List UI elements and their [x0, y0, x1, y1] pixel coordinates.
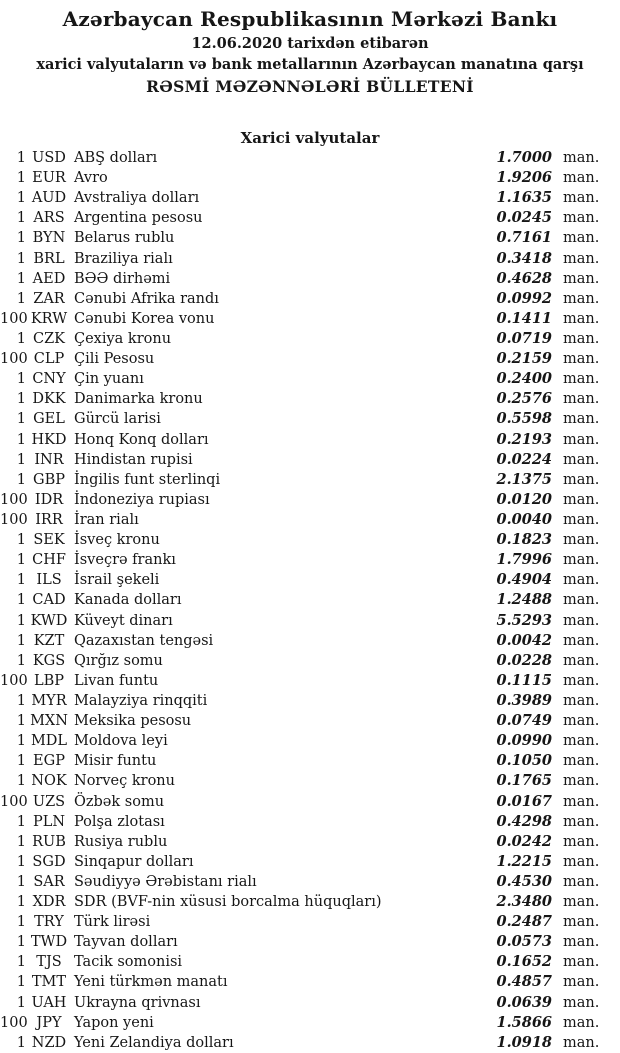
- quantity-cell: 100: [0, 310, 28, 327]
- currency-name-cell: Braziliya rialı: [74, 250, 173, 267]
- unit-cell: man.: [563, 773, 600, 790]
- currency-name-cell: Misir funtu: [74, 753, 157, 770]
- currency-code-cell: EGP: [33, 753, 65, 770]
- unit-cell: man.: [563, 190, 600, 207]
- table-row: [0, 872, 620, 892]
- currency-code-cell: ZAR: [33, 290, 65, 307]
- rate-value-cell: 0.2576: [496, 390, 552, 408]
- currency-code-cell: MYR: [31, 692, 67, 709]
- quantity-cell: 1: [16, 391, 26, 408]
- quantity-cell: 1: [16, 753, 26, 770]
- unit-cell: man.: [563, 250, 600, 267]
- quantity-cell: 1: [16, 170, 26, 187]
- currency-name-cell: İran rialı: [74, 511, 139, 528]
- quantity-cell: 1: [16, 1034, 26, 1051]
- quantity-cell: 1: [16, 632, 26, 649]
- currency-code-cell: DKK: [32, 391, 66, 408]
- currency-code-cell: HKD: [31, 431, 67, 448]
- table-row: [0, 389, 620, 409]
- table-row: [0, 651, 620, 671]
- table-row: [0, 972, 620, 992]
- currency-code-cell: TRY: [34, 914, 64, 931]
- table-row: [0, 952, 620, 972]
- table-row: [0, 892, 620, 912]
- rate-value-cell: 5.5293: [496, 611, 552, 629]
- rate-value-cell: 0.0040: [496, 510, 552, 528]
- currency-name-cell: Danimarka kronu: [74, 391, 203, 408]
- table-row: [0, 1033, 620, 1053]
- table-row: [0, 932, 620, 952]
- currency-code-cell: CAD: [32, 592, 66, 609]
- table-row: [0, 570, 620, 590]
- table-row: [0, 349, 620, 369]
- quantity-cell: 100: [0, 511, 28, 528]
- currency-code-cell: KZT: [33, 632, 65, 649]
- quantity-cell: 100: [0, 1014, 28, 1031]
- quantity-cell: 1: [16, 532, 26, 549]
- currency-code-cell: MDL: [30, 733, 68, 750]
- table-row: [0, 711, 620, 731]
- table-row: [0, 611, 620, 631]
- quantity-cell: 1: [16, 873, 26, 890]
- quantity-cell: 1: [16, 230, 26, 247]
- rate-value-cell: 0.7161: [496, 229, 552, 247]
- currency-name-cell: ABŞ dolları: [74, 150, 158, 166]
- currency-name-cell: Gürcü larisi: [74, 411, 161, 428]
- rate-value-cell: 0.4530: [496, 872, 552, 890]
- table-row: [0, 832, 620, 852]
- rate-value-cell: 0.1050: [496, 752, 552, 770]
- quantity-cell: 1: [16, 411, 26, 428]
- rate-value-cell: 2.3480: [496, 893, 552, 911]
- currency-name-cell: Yapon yeni: [74, 1014, 154, 1031]
- currency-code-cell: KRW: [30, 310, 68, 327]
- table-row: [0, 148, 620, 168]
- table-row: [0, 993, 620, 1013]
- currency-name-cell: Cənubi Korea vonu: [74, 310, 215, 327]
- table-row: [0, 409, 620, 429]
- currency-code-cell: ARS: [33, 210, 65, 227]
- unit-cell: man.: [563, 391, 600, 408]
- quantity-cell: 1: [16, 894, 26, 911]
- currency-name-cell: Tacik somonisi: [74, 954, 183, 971]
- rate-value-cell: 0.0242: [496, 832, 552, 850]
- currency-name-cell: Çin yuanı: [74, 371, 144, 388]
- currency-name-cell: Malayziya rinqqiti: [74, 692, 208, 709]
- rate-value-cell: 0.1411: [496, 309, 552, 327]
- rate-value-cell: 0.5598: [496, 410, 552, 428]
- unit-cell: man.: [563, 532, 600, 549]
- rate-value-cell: 0.0224: [496, 450, 552, 468]
- quantity-cell: 1: [16, 371, 26, 388]
- unit-cell: man.: [563, 833, 600, 850]
- unit-cell: man.: [563, 632, 600, 649]
- exchange-rates-table: [0, 148, 620, 1053]
- unit-cell: man.: [563, 873, 600, 890]
- rate-value-cell: 0.1765: [496, 772, 552, 790]
- quantity-cell: 1: [16, 692, 26, 709]
- currency-code-cell: AED: [32, 270, 66, 287]
- table-row: [0, 912, 620, 932]
- currency-code-cell: CHF: [32, 552, 66, 569]
- currency-name-cell: Sinqapur dolları: [74, 853, 194, 870]
- currency-code-cell: CNY: [32, 371, 66, 388]
- quantity-cell: 1: [16, 270, 26, 287]
- currency-code-cell: BRL: [33, 250, 65, 267]
- currency-code-cell: UAH: [31, 994, 67, 1011]
- currency-code-cell: LBP: [33, 672, 65, 689]
- rate-value-cell: 0.0990: [496, 732, 552, 750]
- table-row: [0, 208, 620, 228]
- table-row: [0, 530, 620, 550]
- currency-code-cell: EUR: [32, 170, 66, 187]
- bank-title: Azərbaycan Respublikasının Mərkəzi Bankı: [62, 7, 558, 31]
- table-row: [0, 510, 620, 530]
- currency-code-cell: PLN: [32, 813, 66, 830]
- quantity-cell: 1: [16, 652, 26, 669]
- table-row: [0, 751, 620, 771]
- unit-cell: man.: [563, 552, 600, 569]
- rate-value-cell: 1.5866: [496, 1013, 552, 1031]
- unit-cell: man.: [563, 612, 600, 629]
- currency-code-cell: CZK: [32, 330, 65, 347]
- unit-cell: man.: [563, 672, 600, 689]
- table-row: [0, 590, 620, 610]
- rate-value-cell: 1.9206: [496, 169, 552, 187]
- quantity-cell: 1: [16, 592, 26, 609]
- currency-name-cell: Cənubi Afrika randı: [74, 290, 219, 307]
- rate-value-cell: 0.3418: [496, 249, 552, 267]
- table-row: [0, 470, 620, 490]
- currency-name-cell: Səudiyyə Ərəbistanı rialı: [74, 873, 257, 890]
- rate-value-cell: 0.0573: [496, 933, 552, 951]
- rate-value-cell: 1.1635: [496, 189, 552, 207]
- unit-cell: man.: [563, 290, 600, 307]
- quantity-cell: 1: [16, 431, 26, 448]
- rate-value-cell: 0.0749: [496, 712, 552, 730]
- quantity-cell: 100: [0, 672, 28, 689]
- currency-name-cell: Moldova leyi: [74, 733, 168, 750]
- rate-value-cell: 0.0120: [496, 490, 552, 508]
- unit-cell: man.: [563, 793, 600, 810]
- quantity-cell: 100: [0, 351, 28, 368]
- unit-cell: man.: [563, 310, 600, 327]
- currency-name-cell: Çexiya kronu: [74, 330, 172, 347]
- bulletin-title: RƏSMİ MƏZƏNNƏLƏRİ BÜLLETENİ: [146, 77, 474, 96]
- unit-cell: man.: [563, 692, 600, 709]
- rate-value-cell: 0.0167: [496, 792, 552, 810]
- unit-cell: man.: [563, 894, 600, 911]
- currency-code-cell: BYN: [32, 230, 66, 247]
- rate-value-cell: 1.7000: [496, 149, 552, 166]
- unit-cell: man.: [563, 431, 600, 448]
- unit-cell: man.: [563, 270, 600, 287]
- unit-cell: man.: [563, 371, 600, 388]
- currency-code-cell: CLP: [33, 351, 65, 368]
- currency-name-cell: Meksika pesosu: [74, 713, 192, 730]
- table-row: [0, 430, 620, 450]
- currency-code-cell: RUB: [32, 833, 66, 850]
- currency-code-cell: IDR: [34, 491, 64, 508]
- unit-cell: man.: [563, 974, 600, 991]
- rate-value-cell: 0.4857: [496, 973, 552, 991]
- unit-cell: man.: [563, 330, 600, 347]
- rate-value-cell: 0.2400: [496, 370, 552, 388]
- table-row: [0, 490, 620, 510]
- unit-cell: man.: [563, 753, 600, 770]
- table-row: [0, 792, 620, 812]
- currency-code-cell: SEK: [33, 532, 65, 549]
- currency-name-cell: Yeni Zelandiya dolları: [74, 1034, 234, 1051]
- rate-value-cell: 0.0042: [496, 631, 552, 649]
- unit-cell: man.: [563, 351, 600, 368]
- table-row: [0, 289, 620, 309]
- rate-value-cell: 0.4904: [496, 571, 552, 589]
- currency-name-cell: İsrail şekeli: [74, 572, 160, 589]
- quantity-cell: 1: [16, 833, 26, 850]
- currency-code-cell: KGS: [32, 652, 66, 669]
- rate-value-cell: 0.3989: [496, 691, 552, 709]
- currency-name-cell: Belarus rublu: [74, 230, 175, 247]
- currency-name-cell: Qazaxıstan tengəsi: [74, 632, 214, 649]
- quantity-cell: 1: [16, 210, 26, 227]
- rate-value-cell: 0.4298: [496, 812, 552, 830]
- currency-name-cell: Türk lirəsi: [74, 914, 151, 931]
- quantity-cell: 1: [16, 190, 26, 207]
- table-row: [0, 631, 620, 651]
- quantity-cell: 1: [16, 552, 26, 569]
- table-row: [0, 269, 620, 289]
- table-row: [0, 188, 620, 208]
- currency-name-cell: İsveç kronu: [74, 532, 160, 549]
- unit-cell: man.: [563, 411, 600, 428]
- table-row: [0, 168, 620, 188]
- currency-code-cell: NOK: [31, 773, 67, 790]
- rate-value-cell: 0.0719: [496, 329, 552, 347]
- quantity-cell: 1: [16, 572, 26, 589]
- currency-name-cell: Çili Pesosu: [74, 351, 155, 368]
- table-row: [0, 309, 620, 329]
- quantity-cell: 1: [16, 773, 26, 790]
- currency-name-cell: Avstraliya dolları: [74, 190, 200, 207]
- table-row: [0, 550, 620, 570]
- rate-value-cell: 0.0639: [496, 993, 552, 1011]
- effective-date-line: 12.06.2020 tarixdən etibarən: [191, 35, 429, 52]
- currency-name-cell: Tayvan dolları: [74, 934, 178, 951]
- section-title-foreign-currencies: Xarici valyutalar: [240, 129, 380, 147]
- quantity-cell: 1: [16, 813, 26, 830]
- currency-name-cell: İndoneziya rupiası: [74, 491, 210, 508]
- quantity-cell: 1: [16, 150, 26, 166]
- table-row: [0, 731, 620, 751]
- rate-value-cell: 0.1823: [496, 531, 552, 549]
- rate-value-cell: 0.1652: [496, 953, 552, 971]
- unit-cell: man.: [563, 230, 600, 247]
- quantity-cell: 100: [0, 491, 28, 508]
- unit-cell: man.: [563, 451, 600, 468]
- quantity-cell: 1: [16, 451, 26, 468]
- quantity-cell: 1: [16, 612, 26, 629]
- quantity-cell: 1: [16, 330, 26, 347]
- table-row: [0, 812, 620, 832]
- currency-name-cell: Rusiya rublu: [74, 833, 168, 850]
- currency-name-cell: Polşa zlotası: [74, 813, 165, 830]
- table-row: [0, 369, 620, 389]
- currency-name-cell: Livan funtu: [74, 672, 159, 689]
- rate-value-cell: 0.0228: [496, 651, 552, 669]
- currency-code-cell: TMT: [31, 974, 67, 991]
- currency-code-cell: TJS: [36, 954, 62, 971]
- unit-cell: man.: [563, 170, 600, 187]
- unit-cell: man.: [563, 1014, 600, 1031]
- currency-code-cell: JPY: [36, 1014, 62, 1031]
- unit-cell: man.: [563, 150, 600, 166]
- rate-value-cell: 0.0992: [496, 289, 552, 307]
- unit-cell: man.: [563, 471, 600, 488]
- quantity-cell: 1: [16, 853, 26, 870]
- currency-code-cell: ILS: [36, 572, 62, 589]
- rate-value-cell: 1.2215: [496, 852, 552, 870]
- currency-name-cell: Özbək somu: [74, 793, 165, 810]
- unit-cell: man.: [563, 813, 600, 830]
- currency-name-cell: Kanada dolları: [74, 592, 182, 609]
- bulletin-subtitle: xarici valyutaların və bank metallarının Azərbaycan manatına qarşı: [36, 56, 584, 73]
- rate-value-cell: 0.2193: [496, 430, 552, 448]
- unit-cell: man.: [563, 511, 600, 528]
- currency-code-cell: USD: [32, 150, 66, 166]
- currency-name-cell: Avro: [74, 170, 108, 187]
- unit-cell: man.: [563, 914, 600, 931]
- currency-name-cell: Argentina pesosu: [74, 210, 203, 227]
- currency-code-cell: GEL: [33, 411, 65, 428]
- unit-cell: man.: [563, 994, 600, 1011]
- unit-cell: man.: [563, 210, 600, 227]
- quantity-cell: 100: [0, 793, 28, 810]
- rate-value-cell: 1.0918: [496, 1033, 552, 1051]
- currency-name-cell: İsveçrə frankı: [74, 552, 176, 569]
- rate-value-cell: 0.2159: [496, 350, 552, 368]
- quantity-cell: 1: [16, 471, 26, 488]
- quantity-cell: 1: [16, 934, 26, 951]
- currency-code-cell: AUD: [31, 190, 67, 207]
- unit-cell: man.: [563, 733, 600, 750]
- table-row: [0, 852, 620, 872]
- unit-cell: man.: [563, 853, 600, 870]
- currency-name-cell: Honq Konq dolları: [74, 431, 209, 448]
- rate-value-cell: 0.4628: [496, 269, 552, 287]
- quantity-cell: 1: [16, 994, 26, 1011]
- table-row: [0, 450, 620, 470]
- table-row: [0, 1013, 620, 1033]
- table-row: [0, 691, 620, 711]
- currency-code-cell: KWD: [30, 612, 68, 629]
- currency-code-cell: MXN: [30, 713, 68, 730]
- unit-cell: man.: [563, 954, 600, 971]
- currency-code-cell: UZS: [32, 793, 66, 810]
- table-row: [0, 228, 620, 248]
- currency-name-cell: BƏƏ dirhəmi: [74, 270, 171, 287]
- currency-code-cell: SGD: [32, 853, 66, 870]
- currency-code-cell: IRR: [35, 511, 63, 528]
- table-row: [0, 329, 620, 349]
- currency-name-cell: Norveç kronu: [74, 773, 175, 790]
- currency-name-cell: İngilis funt sterlinqi: [74, 471, 221, 488]
- quantity-cell: 1: [16, 733, 26, 750]
- rate-value-cell: 1.2488: [496, 591, 552, 609]
- unit-cell: man.: [563, 934, 600, 951]
- rate-value-cell: 0.1115: [496, 671, 552, 689]
- currency-code-cell: INR: [34, 451, 64, 468]
- unit-cell: man.: [563, 572, 600, 589]
- rate-value-cell: 2.1375: [496, 470, 552, 488]
- rate-value-cell: 0.2487: [496, 913, 552, 931]
- currency-name-cell: Hindistan rupisi: [74, 451, 193, 468]
- unit-cell: man.: [563, 592, 600, 609]
- unit-cell: man.: [563, 1034, 600, 1051]
- unit-cell: man.: [563, 713, 600, 730]
- currency-name-cell: Yeni türkmən manatı: [74, 974, 228, 991]
- currency-code-cell: NZD: [31, 1034, 67, 1051]
- currency-name-cell: Ukrayna qrivnası: [74, 994, 201, 1011]
- rate-value-cell: 1.7996: [496, 551, 552, 569]
- rate-value-cell: 0.0245: [496, 209, 552, 227]
- table-row: [0, 249, 620, 269]
- currency-code-cell: TWD: [30, 934, 68, 951]
- currency-code-cell: GBP: [33, 471, 65, 488]
- currency-name-cell: Küveyt dinarı: [74, 612, 173, 629]
- currency-code-cell: XDR: [32, 894, 66, 911]
- quantity-cell: 1: [16, 713, 26, 730]
- currency-name-cell: SDR (BVF-nin xüsusi borcalma hüquqları): [74, 894, 382, 911]
- unit-cell: man.: [563, 652, 600, 669]
- table-row: [0, 671, 620, 691]
- quantity-cell: 1: [16, 914, 26, 931]
- table-row: [0, 771, 620, 791]
- currency-code-cell: SAR: [33, 873, 65, 890]
- quantity-cell: 1: [16, 954, 26, 971]
- quantity-cell: 1: [16, 250, 26, 267]
- currency-name-cell: Qırğız somu: [74, 652, 163, 669]
- quantity-cell: 1: [16, 974, 26, 991]
- quantity-cell: 1: [16, 290, 26, 307]
- unit-cell: man.: [563, 491, 600, 508]
